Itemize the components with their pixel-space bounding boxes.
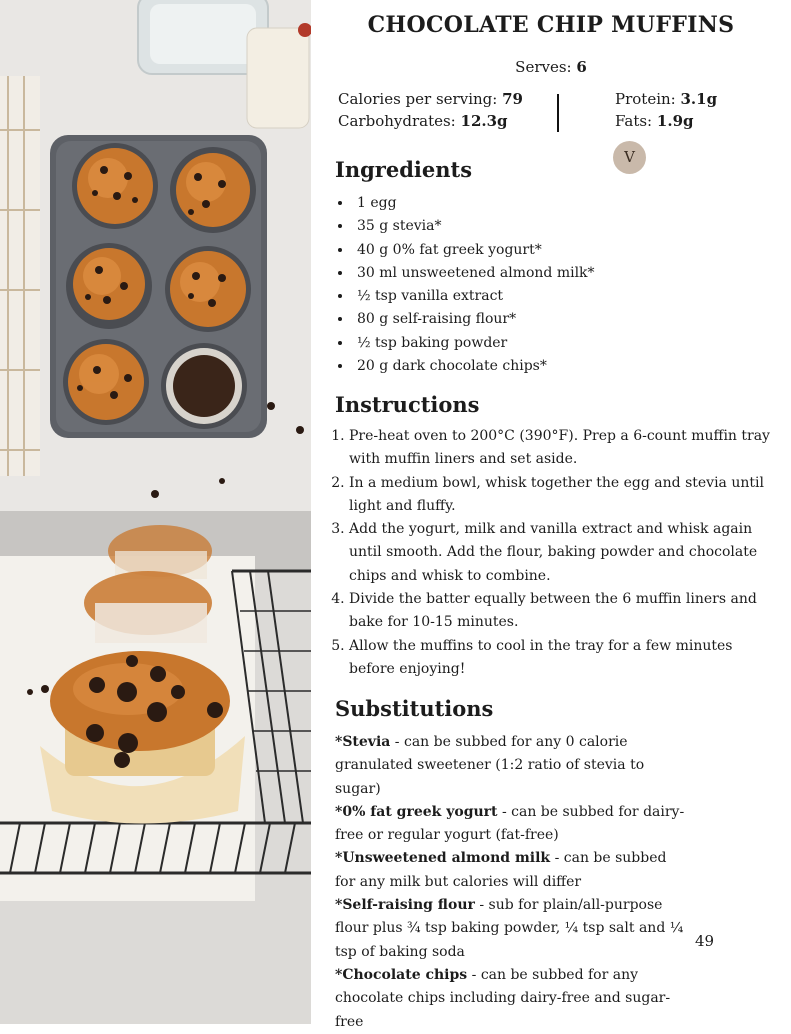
calories-row <box>338 88 523 110</box>
nutrition-divider <box>557 94 559 132</box>
ingredient-item: • 40 g 0% fat greek yogurt* <box>353 239 595 262</box>
page-number: 49 <box>695 932 715 950</box>
fats-row <box>615 110 717 132</box>
fats-label: Fats: <box>615 112 653 130</box>
protein-label: Protein: <box>615 90 676 108</box>
recipe-content <box>311 0 791 1030</box>
instruction-step: 5. Allow the muffins to cool in the tray for a few minutes before enjoying! <box>349 635 779 682</box>
substitution-term: *Self-raising flour <box>335 897 475 914</box>
carbs-label: Carbohydrates: <box>338 112 456 130</box>
muffin-tray-illustration <box>0 0 311 511</box>
nutrition-left <box>338 88 523 132</box>
photos-column <box>0 0 311 1024</box>
substitution-item <box>335 964 685 1034</box>
substitution-item <box>335 731 685 801</box>
serves-line <box>311 58 791 76</box>
ingredient-item: • 35 g stevia* <box>353 215 595 238</box>
protein-value: 3.1g <box>680 90 718 108</box>
instruction-step: 3. Add the yogurt, milk and vanilla extract and whisk again until smooth. Add the flour, baking powder and chocolate chips and whisk to combine. <box>349 518 779 588</box>
calories-label: Calories per serving: <box>338 90 498 108</box>
nutrition-right <box>615 88 717 132</box>
cooling-rack-illustration <box>0 511 311 1024</box>
substitution-term: *Unsweetened almond milk <box>335 850 551 867</box>
substitution-term: *Stevia <box>335 734 391 750</box>
ingredients-list <box>335 192 595 378</box>
substitution-text: - sub for plain/all-purpose flour plus ¾ tsp baking powder, ¼ tsp salt and ¼ tsp of baking soda <box>335 897 684 960</box>
fats-value: 1.9g <box>656 112 694 130</box>
substitutions-list <box>335 731 685 1034</box>
calories-value: 79 <box>502 90 523 108</box>
substitution-item <box>335 801 685 848</box>
instruction-step: 1. Pre-heat oven to 200°C (390°F). Prep a 6-count muffin tray with muffin liners and set aside. <box>349 425 779 472</box>
substitution-term: *Chocolate chips <box>335 966 468 983</box>
substitutions-heading: Substitutions <box>335 696 494 721</box>
substitution-item <box>335 894 685 964</box>
substitution-item <box>335 847 685 894</box>
vegetarian-badge: V <box>613 141 646 174</box>
muffins-on-rack-photo <box>0 511 311 1024</box>
instructions-list <box>335 425 779 681</box>
ingredient-item: • ½ tsp baking powder <box>353 332 595 355</box>
ingredient-item: • ½ tsp vanilla extract <box>353 285 595 308</box>
carbs-value: 12.3g <box>460 112 508 130</box>
protein-row <box>615 88 717 110</box>
muffin-tray-photo <box>0 0 311 511</box>
serves-label: Serves: <box>515 58 572 76</box>
carbs-row <box>338 110 523 132</box>
substitution-text: - can be subbed for any 0 calorie granulated sweetener (1:2 ratio of stevia to sugar) <box>335 734 645 797</box>
substitution-text: - can be subbed for any milk but calories will differ <box>335 850 667 890</box>
recipe-title: CHOCOLATE CHIP MUFFINS <box>367 12 735 38</box>
ingredient-item: • 1 egg <box>353 192 595 215</box>
instructions-heading: Instructions <box>335 392 480 417</box>
substitution-text: - can be subbed for dairy-free or regular yogurt (fat-free) <box>335 803 685 844</box>
instruction-step: 2. In a medium bowl, whisk together the egg and stevia until light and fluffy. <box>349 472 779 519</box>
serves-value: 6 <box>576 58 587 76</box>
ingredient-item: • 20 g dark chocolate chips* <box>353 355 595 378</box>
substitution-text: - can be subbed for any chocolate chips including dairy-free and sugar-free <box>335 966 671 1030</box>
instruction-step: 4. Divide the batter equally between the 6 muffin liners and bake for 10-15 minutes. <box>349 588 779 635</box>
ingredient-item: • 80 g self-raising flour* <box>353 308 595 331</box>
ingredient-item: • 30 ml unsweetened almond milk* <box>353 262 595 285</box>
ingredients-heading: Ingredients <box>335 157 473 182</box>
substitution-term: *0% fat greek yogurt <box>335 803 498 820</box>
